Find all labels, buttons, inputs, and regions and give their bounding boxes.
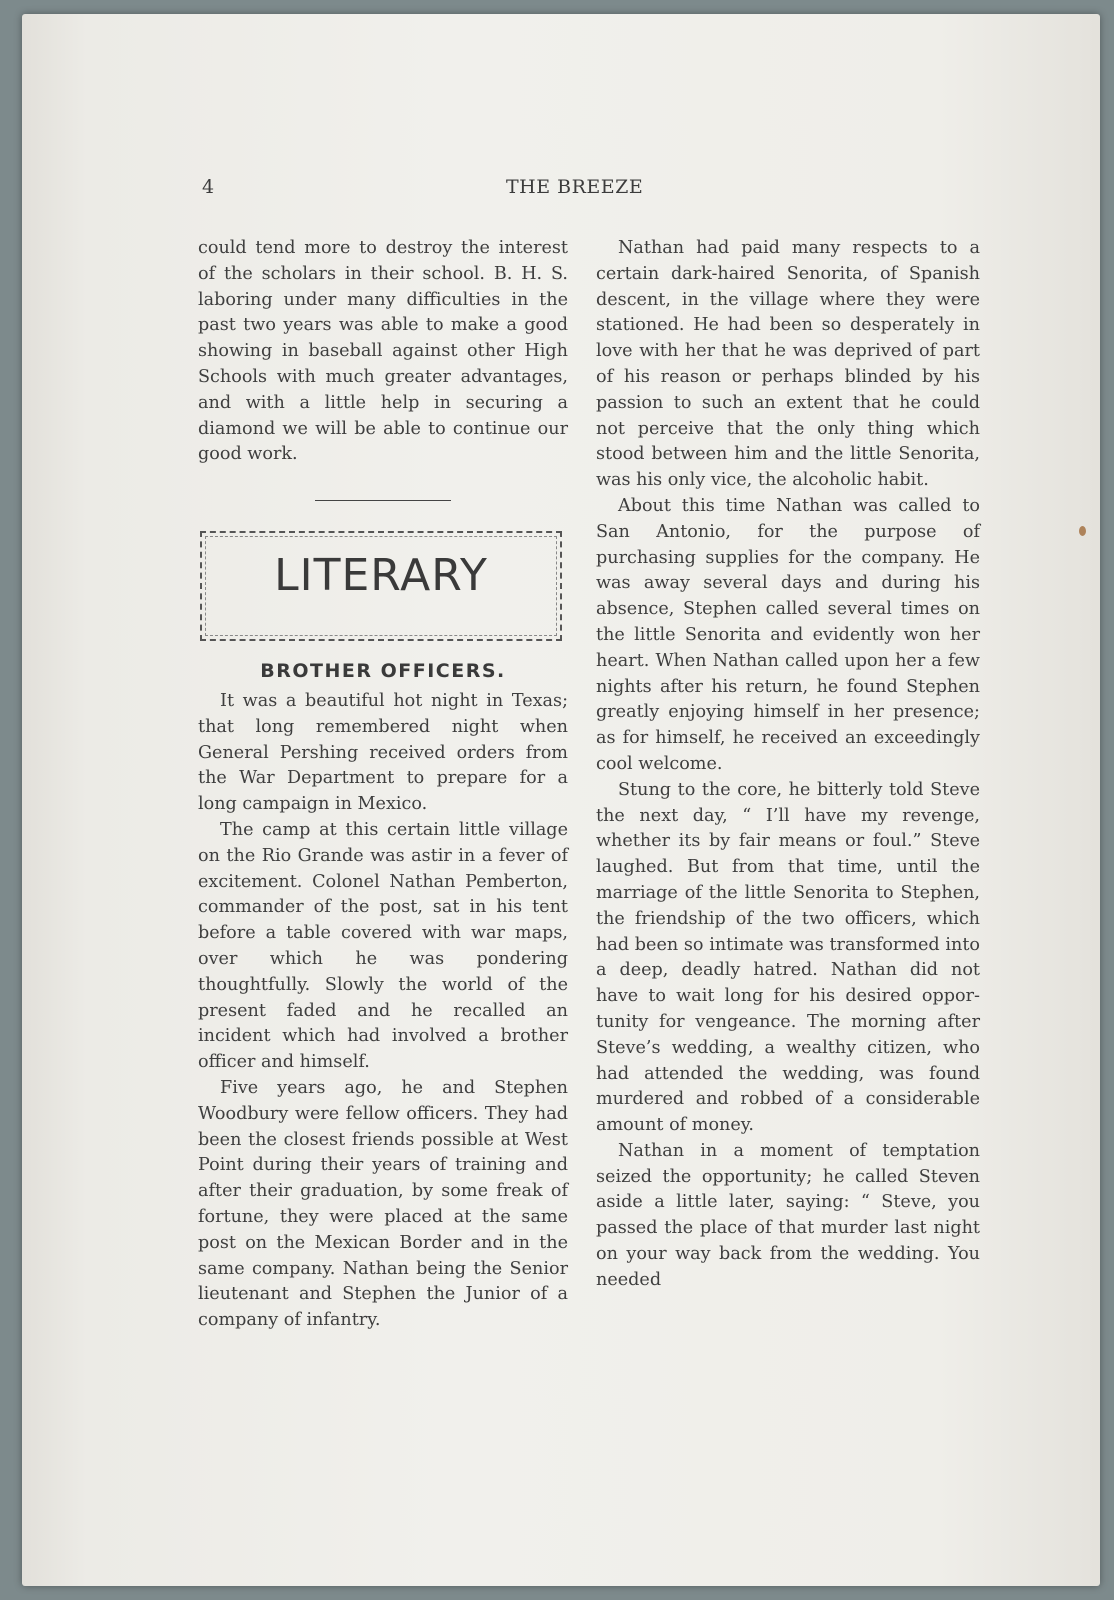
- story-paragraph: The camp at this certain little village on the Rio Grande was astir in a fever of excitement. Colonel Nathan Pemberton, commander of the post, sat in his tent before a table covered with war maps, over which he was pondering thoughtfully. Slowly the world of the present faded and he recalled an incident which had involved a brother officer and himself.: [198, 819, 568, 1073]
- section-heading: LITERARY: [274, 550, 488, 602]
- story-paragraph: About this time Nathan was called to San Antonio, for the purpose of purchasing supplies for the company. He was away several days and during his absence, Stephen called several times on the little Senorita and evidently won her heart. When Nathan called upon her a few nights after his return, he found Stephen greatly enjoying himself in her presence; as for himself, he received an exceedingly cool welcome.: [596, 495, 980, 774]
- story-paragraph: Nathan had paid many respects to a certain dark-haired Senorita, of Spanish descent, in the village where they were stationed. He had been so desperately in love with her that he was deprived of part of his reason or perhaps blinded by his passion to such an extent that he could not perceive that the only thing which stood between him and the little Senorita, was his only vice, the alcoholic habit.: [596, 238, 980, 491]
- story-paragraph: It was a beautiful hot night in Texas; that long remembered night when General Pershing received orders from the War Department to prepare for a long campaign in Mexico.: [198, 690, 568, 815]
- page-edge-stain: [1079, 526, 1086, 536]
- journal-title: THE BREEZE: [506, 176, 644, 198]
- story-paragraph: Stung to the core, he bitterly told Steve the next day, “ I’ll have my revenge, whether its by fair means or foul.” Steve laughed. But from that time, until the marriage of the little Senorita to Stephen, the friendship of the two officers, which had been so intimate was transformed into a deep, deadly hatred. Nathan did not have to wait long for his desired opportunity for vengeance. The morning after Steve’s wedding, a wealthy citizen, who had attended the wedding, was found murdered and robbed of a considerable amount of money.: [596, 779, 980, 1136]
- right-column: [596, 236, 980, 1294]
- literary-section-box: [200, 531, 562, 641]
- page-number: 4: [202, 176, 215, 198]
- story-paragraph: Nathan in a moment of temptation seized the opportunity; he called Steven aside a little later, saying: “ Steve, you passed the place of that murder last night on your way back from the wedding. You needed: [596, 1140, 980, 1290]
- left-column: [198, 236, 568, 1334]
- running-head: [0, 176, 1114, 206]
- opening-paragraph: could tend more to destroy the interest of the scholars in their school. B. H. S. laboring under many difficulties in the past two years was able to make a good showing in baseball against other High Schools with much greater advantages, and with a little help in securing a diamond we will be able to continue our good work.: [198, 238, 568, 465]
- section-divider: [315, 500, 451, 501]
- story-title: BROTHER OFFICERS.: [260, 660, 506, 683]
- story-paragraph: Five years ago, he and Stephen Woodbury were fellow officers. They had been the closest friends possible at West Point during their years of training and after their graduation, by some freak of fortune, they were placed at the same post on the Mexican Border and in the same company. Nathan being the Senior lieutenant and Stephen the Junior of a company of infantry.: [198, 1077, 568, 1331]
